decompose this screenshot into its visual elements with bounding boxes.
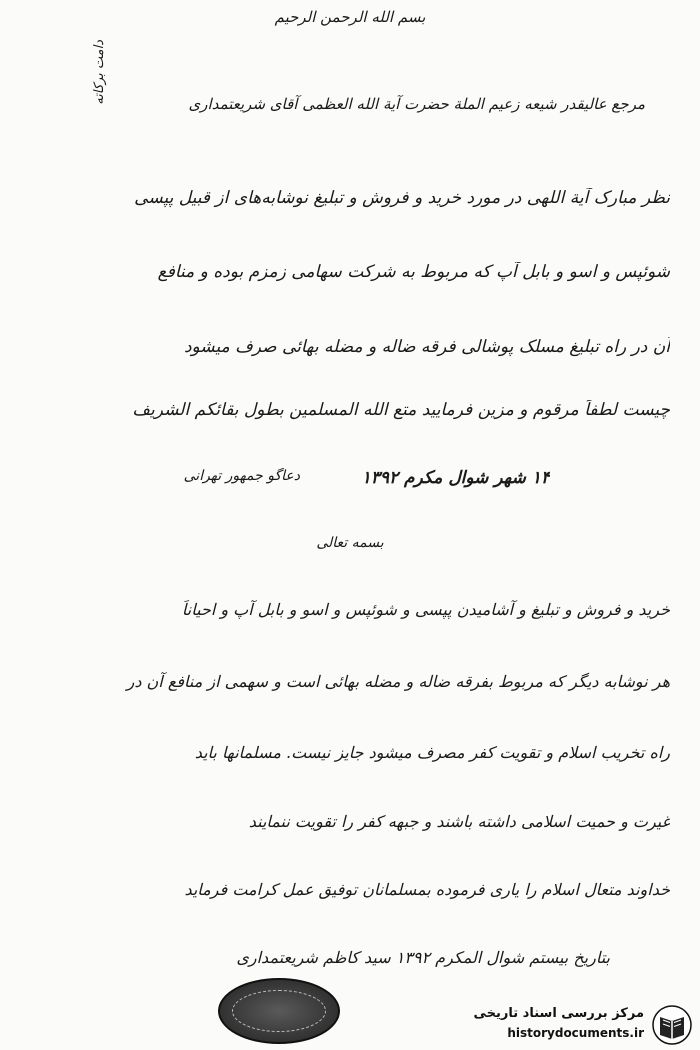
question-line-3: آن در راه تبلیغ مسلک پوشالی فرقه ضاله و مضله بهائی صرف میشود [183,337,670,357]
answer-line-1: خرید و فروش و تبلیغ و آشامیدن پپسی و شوئپس و اسو و بابل آپ و احیاناً [181,600,670,619]
answer-line-4: غیرت و حمیت اسلامی داشته باشند و جبهه کفر را تقویت ننمایند [248,812,670,831]
seal-stamp-icon [218,978,340,1044]
question-signature: دعاگو جمهور تهرانی [183,468,300,484]
answer-bismillah: بسمه تعالی [316,535,384,551]
watermark [402,1005,692,1045]
answer-line-5: خداوند متعال اسلام را یاری فرموده بمسلمانان توفیق عمل کرامت فرماید [184,880,670,899]
seal-inner-ring [232,990,326,1032]
answer-line-3: راه تخریب اسلام و تقویت کفر مصرف میشود جایز نیست. مسلمانها باید [194,743,670,762]
watermark-title: مرکز بررسی اسناد تاریخی [473,1006,644,1021]
answer-line-2: هر نوشابه دیگر که مربوط بفرقه ضاله و مضله بهائی است و سهمی از منافع آن در [126,672,670,691]
question-line-4: چیست لطفاً مرقوم و مزین فرمایید متع الله المسلمین بطول بقائکم الشریف [132,400,670,420]
question-line-2: شوئپس و اسو و بابل آپ که مربوط به شرکت سهامی زمزم بوده و منافع [157,262,670,282]
book-logo-icon [652,1005,692,1045]
addressee-heading: مرجع عالیقدر شیعه زعیم الملة حضرت آیة الله العظمی آقای شریعتمداری [188,95,645,113]
answer-line-6: بتاریخ بیستم شوال المکرم ۱۳۹۲ سید کاظم شریعتمداری [236,948,610,967]
question-line-1: نظر مبارک آیة اللهی در مورد خرید و فروش و تبلیغ نوشابه‌های از قبیل پپسی [134,188,670,208]
question-date: ۱۴ شهر شوال مکرم ۱۳۹۲ [361,468,550,488]
margin-note: دامت برکاته [92,40,107,105]
watermark-url: historydocuments.ir [507,1026,644,1040]
bismillah-heading: بسم الله الرحمن الرحیم [274,8,426,26]
